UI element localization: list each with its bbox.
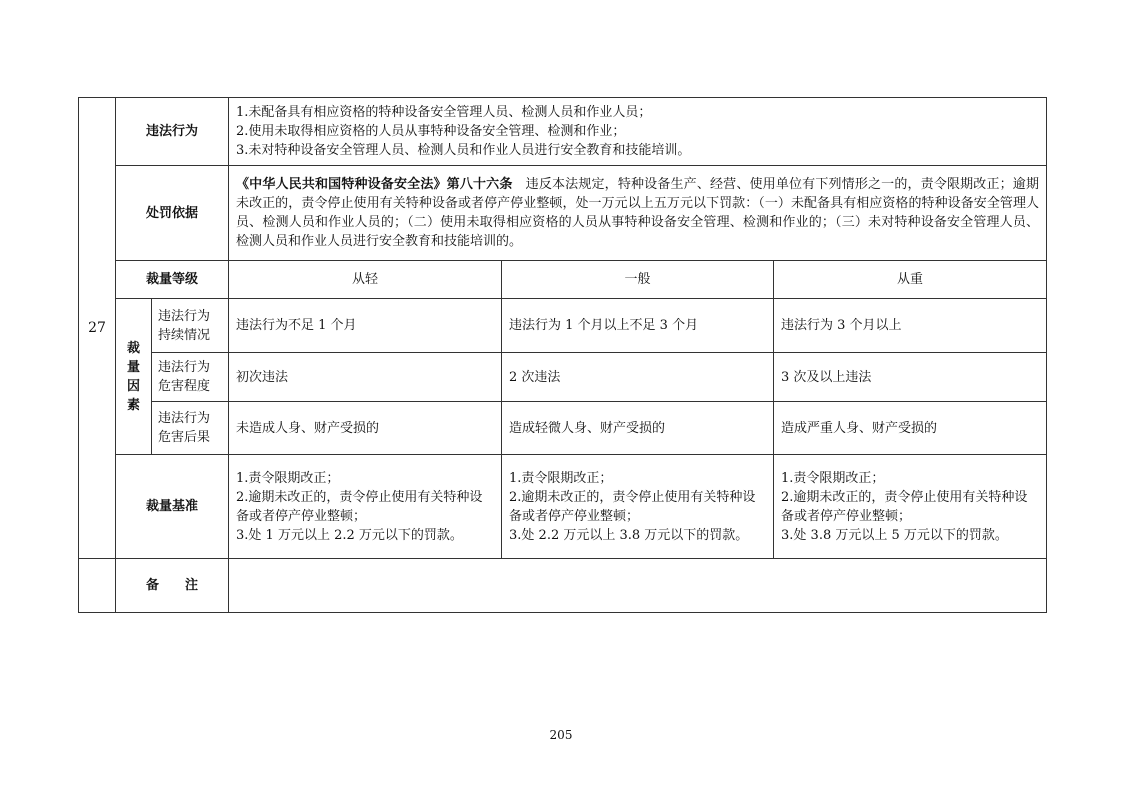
factor-name-severity: 违法行为 危害程度	[152, 353, 229, 402]
factor-value: 造成严重人身、财产受损的	[774, 402, 1047, 455]
grade-normal: 一般	[502, 261, 774, 299]
violation-line: 3.未对特种设备安全管理人员、检测人员和作业人员进行安全教育和技能培训。	[236, 143, 691, 158]
page-number: 205	[549, 728, 573, 742]
item-number: 27	[79, 98, 116, 559]
standard-label: 裁量基准	[116, 455, 229, 559]
basis-text: 违反本法规定，特种设备生产、经营、使用单位有下列情形之一的，责令限期改正；逾期未改正的，责令停止使用有关特种设备或者停产停业整顿，处一万元以上五万元以下罚款：（一）未配备具有相应资格的特种设备安全管理人员、检测人员和作业人员的；（二）使用未取得相应资格的人员从事特种设备安全管理、检测和作业的；（三）未对特种设备安全管理人员、检测人员和作业人员进行安全教育和技能培训的。	[236, 177, 1040, 249]
factor-name-consequence: 违法行为 危害后果	[152, 402, 229, 455]
violation-content	[229, 98, 1047, 166]
basis-content	[229, 166, 1047, 261]
factor-value: 3 次及以上违法	[774, 353, 1047, 402]
factor-value: 造成轻微人身、财产受损的	[502, 402, 774, 455]
standard-heavy: 1.责令限期改正； 2.逾期未改正的，责令停止使用有关特种设备或者停产停业整顿； 3.处 3.8 万元以上 5 万元以下的罚款。	[774, 455, 1047, 559]
remarks-label: 备 注	[116, 559, 229, 613]
grade-label: 裁量等级	[116, 261, 229, 299]
grade-heavy: 从重	[774, 261, 1047, 299]
factor-value: 违法行为 3 个月以上	[774, 299, 1047, 353]
factor-name-duration: 违法行为 持续情况	[152, 299, 229, 353]
factor-value: 违法行为不足 1 个月	[229, 299, 502, 353]
basis-law-title: 《中华人民共和国特种设备安全法》第八十六条	[236, 177, 513, 192]
grade-light: 从轻	[229, 261, 502, 299]
violation-label: 违法行为	[116, 98, 229, 166]
standard-normal: 1.责令限期改正； 2.逾期未改正的，责令停止使用有关特种设备或者停产停业整顿； 3.处 2.2 万元以上 3.8 万元以下的罚款。	[502, 455, 774, 559]
factors-label: 裁 量 因 素	[116, 299, 152, 455]
violation-line: 2.使用未取得相应资格的人员从事特种设备安全管理、检测和作业；	[236, 124, 626, 139]
discretion-table	[78, 97, 1047, 613]
factor-value: 2 次违法	[502, 353, 774, 402]
basis-label: 处罚依据	[116, 166, 229, 261]
item-number-blank	[79, 559, 116, 613]
violation-line: 1.未配备具有相应资格的特种设备安全管理人员、检测人员和作业人员；	[236, 105, 652, 120]
factor-value: 未造成人身、财产受损的	[229, 402, 502, 455]
standard-light: 1.责令限期改正； 2.逾期未改正的，责令停止使用有关特种设备或者停产停业整顿； 3.处 1 万元以上 2.2 万元以下的罚款。	[229, 455, 502, 559]
remarks-content	[229, 559, 1047, 613]
factor-value: 初次违法	[229, 353, 502, 402]
factor-value: 违法行为 1 个月以上不足 3 个月	[502, 299, 774, 353]
